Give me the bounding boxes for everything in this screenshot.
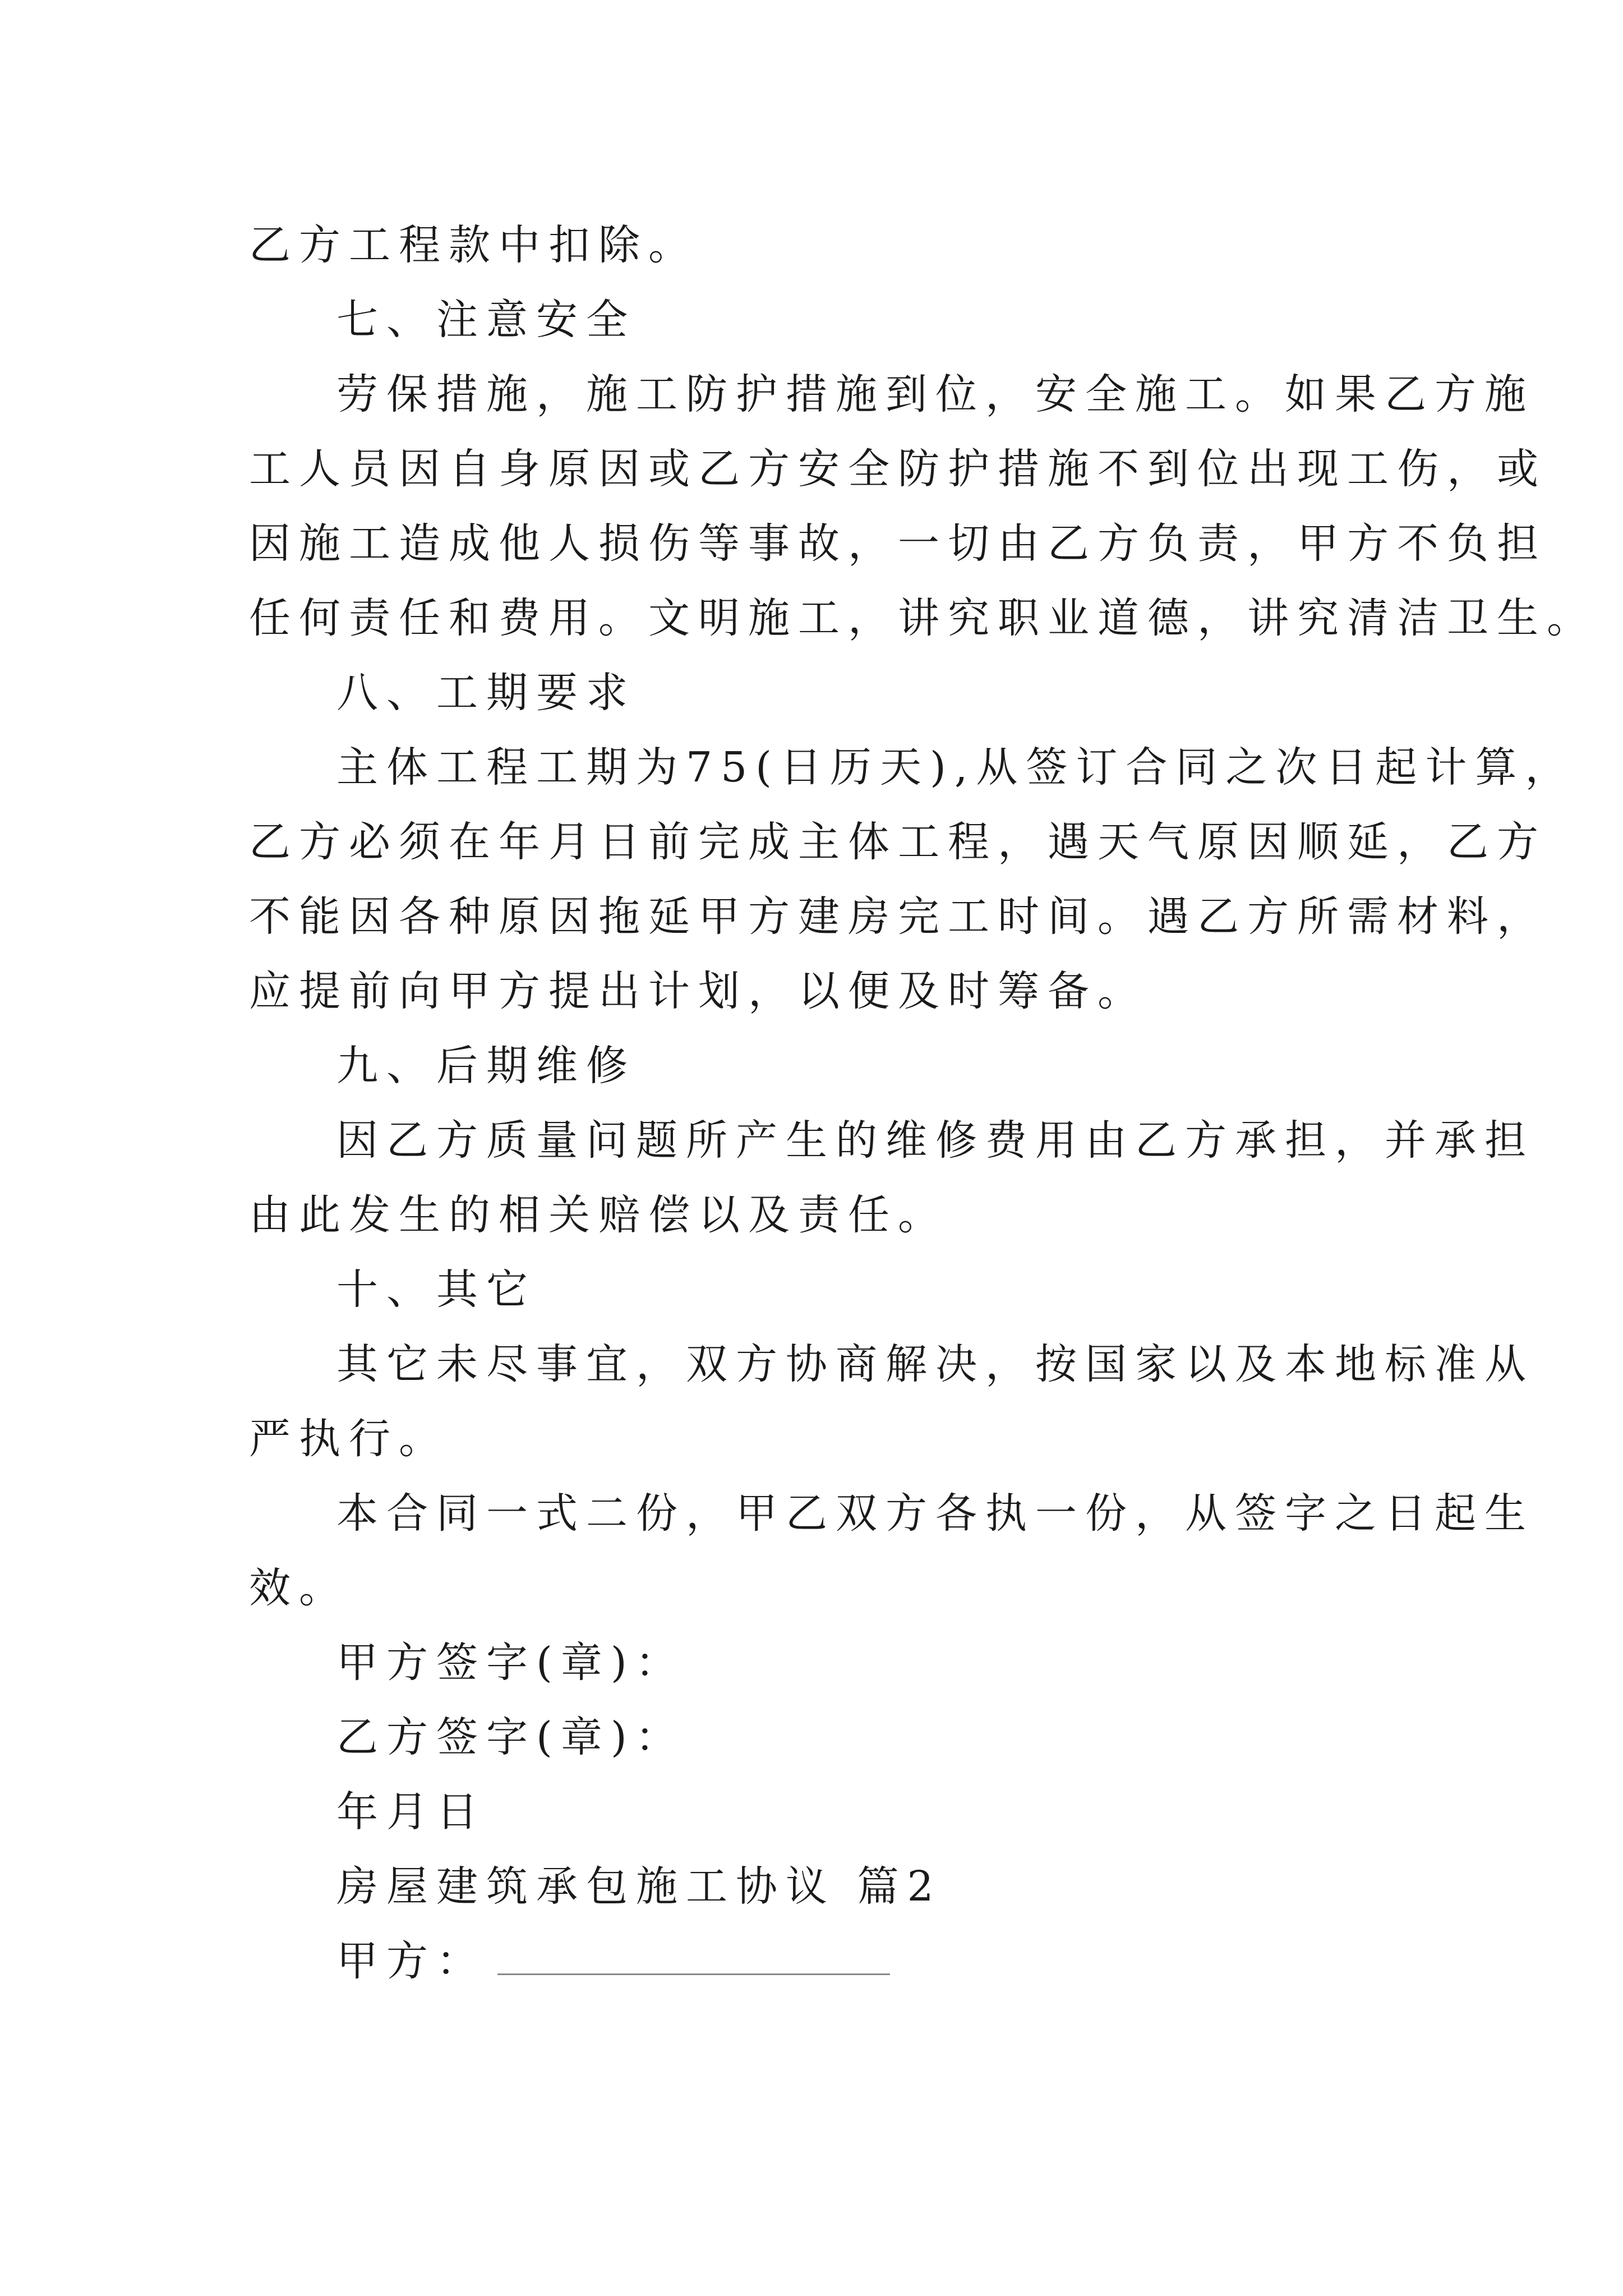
paragraph-line: 由此发生的相关赔偿以及责任。 — [249, 1191, 948, 1239]
party-a-blank-underline — [497, 1940, 890, 1975]
paragraph-line: 本合同一式二份，甲乙双方各执一份，从签字之日起生 — [336, 1489, 1534, 1538]
paragraph-line: 严执行。 — [249, 1415, 449, 1463]
section-heading: 七、注意安全 — [336, 296, 636, 344]
party-a-row — [336, 1936, 890, 1986]
paragraph-line: 因施工造成他人损伤等事故，一切由乙方负责，甲方不负担 — [249, 519, 1547, 568]
paragraph-line: 乙方必须在年月日前完成主体工程，遇天气原因顺延，乙方 — [249, 818, 1547, 866]
signature-line-party-a: 甲方签字(章)： — [336, 1639, 685, 1687]
section-heading: 八、工期要求 — [336, 669, 636, 717]
paragraph-line: 效。 — [249, 1564, 349, 1612]
signature-line-party-b: 乙方签字(章)： — [336, 1713, 685, 1761]
paragraph-line: 工人员因自身原因或乙方安全防护措施不到位出现工伤，或 — [249, 445, 1547, 493]
agreement-title: 房屋建筑承包施工协议 篇2 — [336, 1862, 942, 1911]
paragraph-line: 乙方工程款中扣除。 — [249, 221, 698, 269]
paragraph-line: 其它未尽事宜，双方协商解决，按国家以及本地标准从 — [336, 1340, 1534, 1388]
paragraph-line: 主体工程工期为75(日历天),从签订合同之次日起计算， — [336, 743, 1575, 792]
paragraph-line: 因乙方质量问题所产生的维修费用由乙方承担，并承担 — [336, 1116, 1534, 1165]
paragraph-line: 任何责任和费用。文明施工，讲究职业道德，讲究清洁卫生。 — [249, 594, 1597, 642]
section-heading: 九、后期维修 — [336, 1042, 636, 1090]
paragraph-line: 应提前向甲方提出计划，以便及时筹备。 — [249, 967, 1147, 1015]
party-a-label: 甲方： — [336, 1937, 486, 1985]
date-line: 年月日 — [336, 1788, 486, 1836]
paragraph-line: 劳保措施，施工防护措施到位，安全施工。如果乙方施 — [336, 370, 1534, 418]
paragraph-line: 不能因各种原因拖延甲方建房完工时间。遇乙方所需材料， — [249, 892, 1547, 941]
section-heading: 十、其它 — [336, 1266, 536, 1314]
